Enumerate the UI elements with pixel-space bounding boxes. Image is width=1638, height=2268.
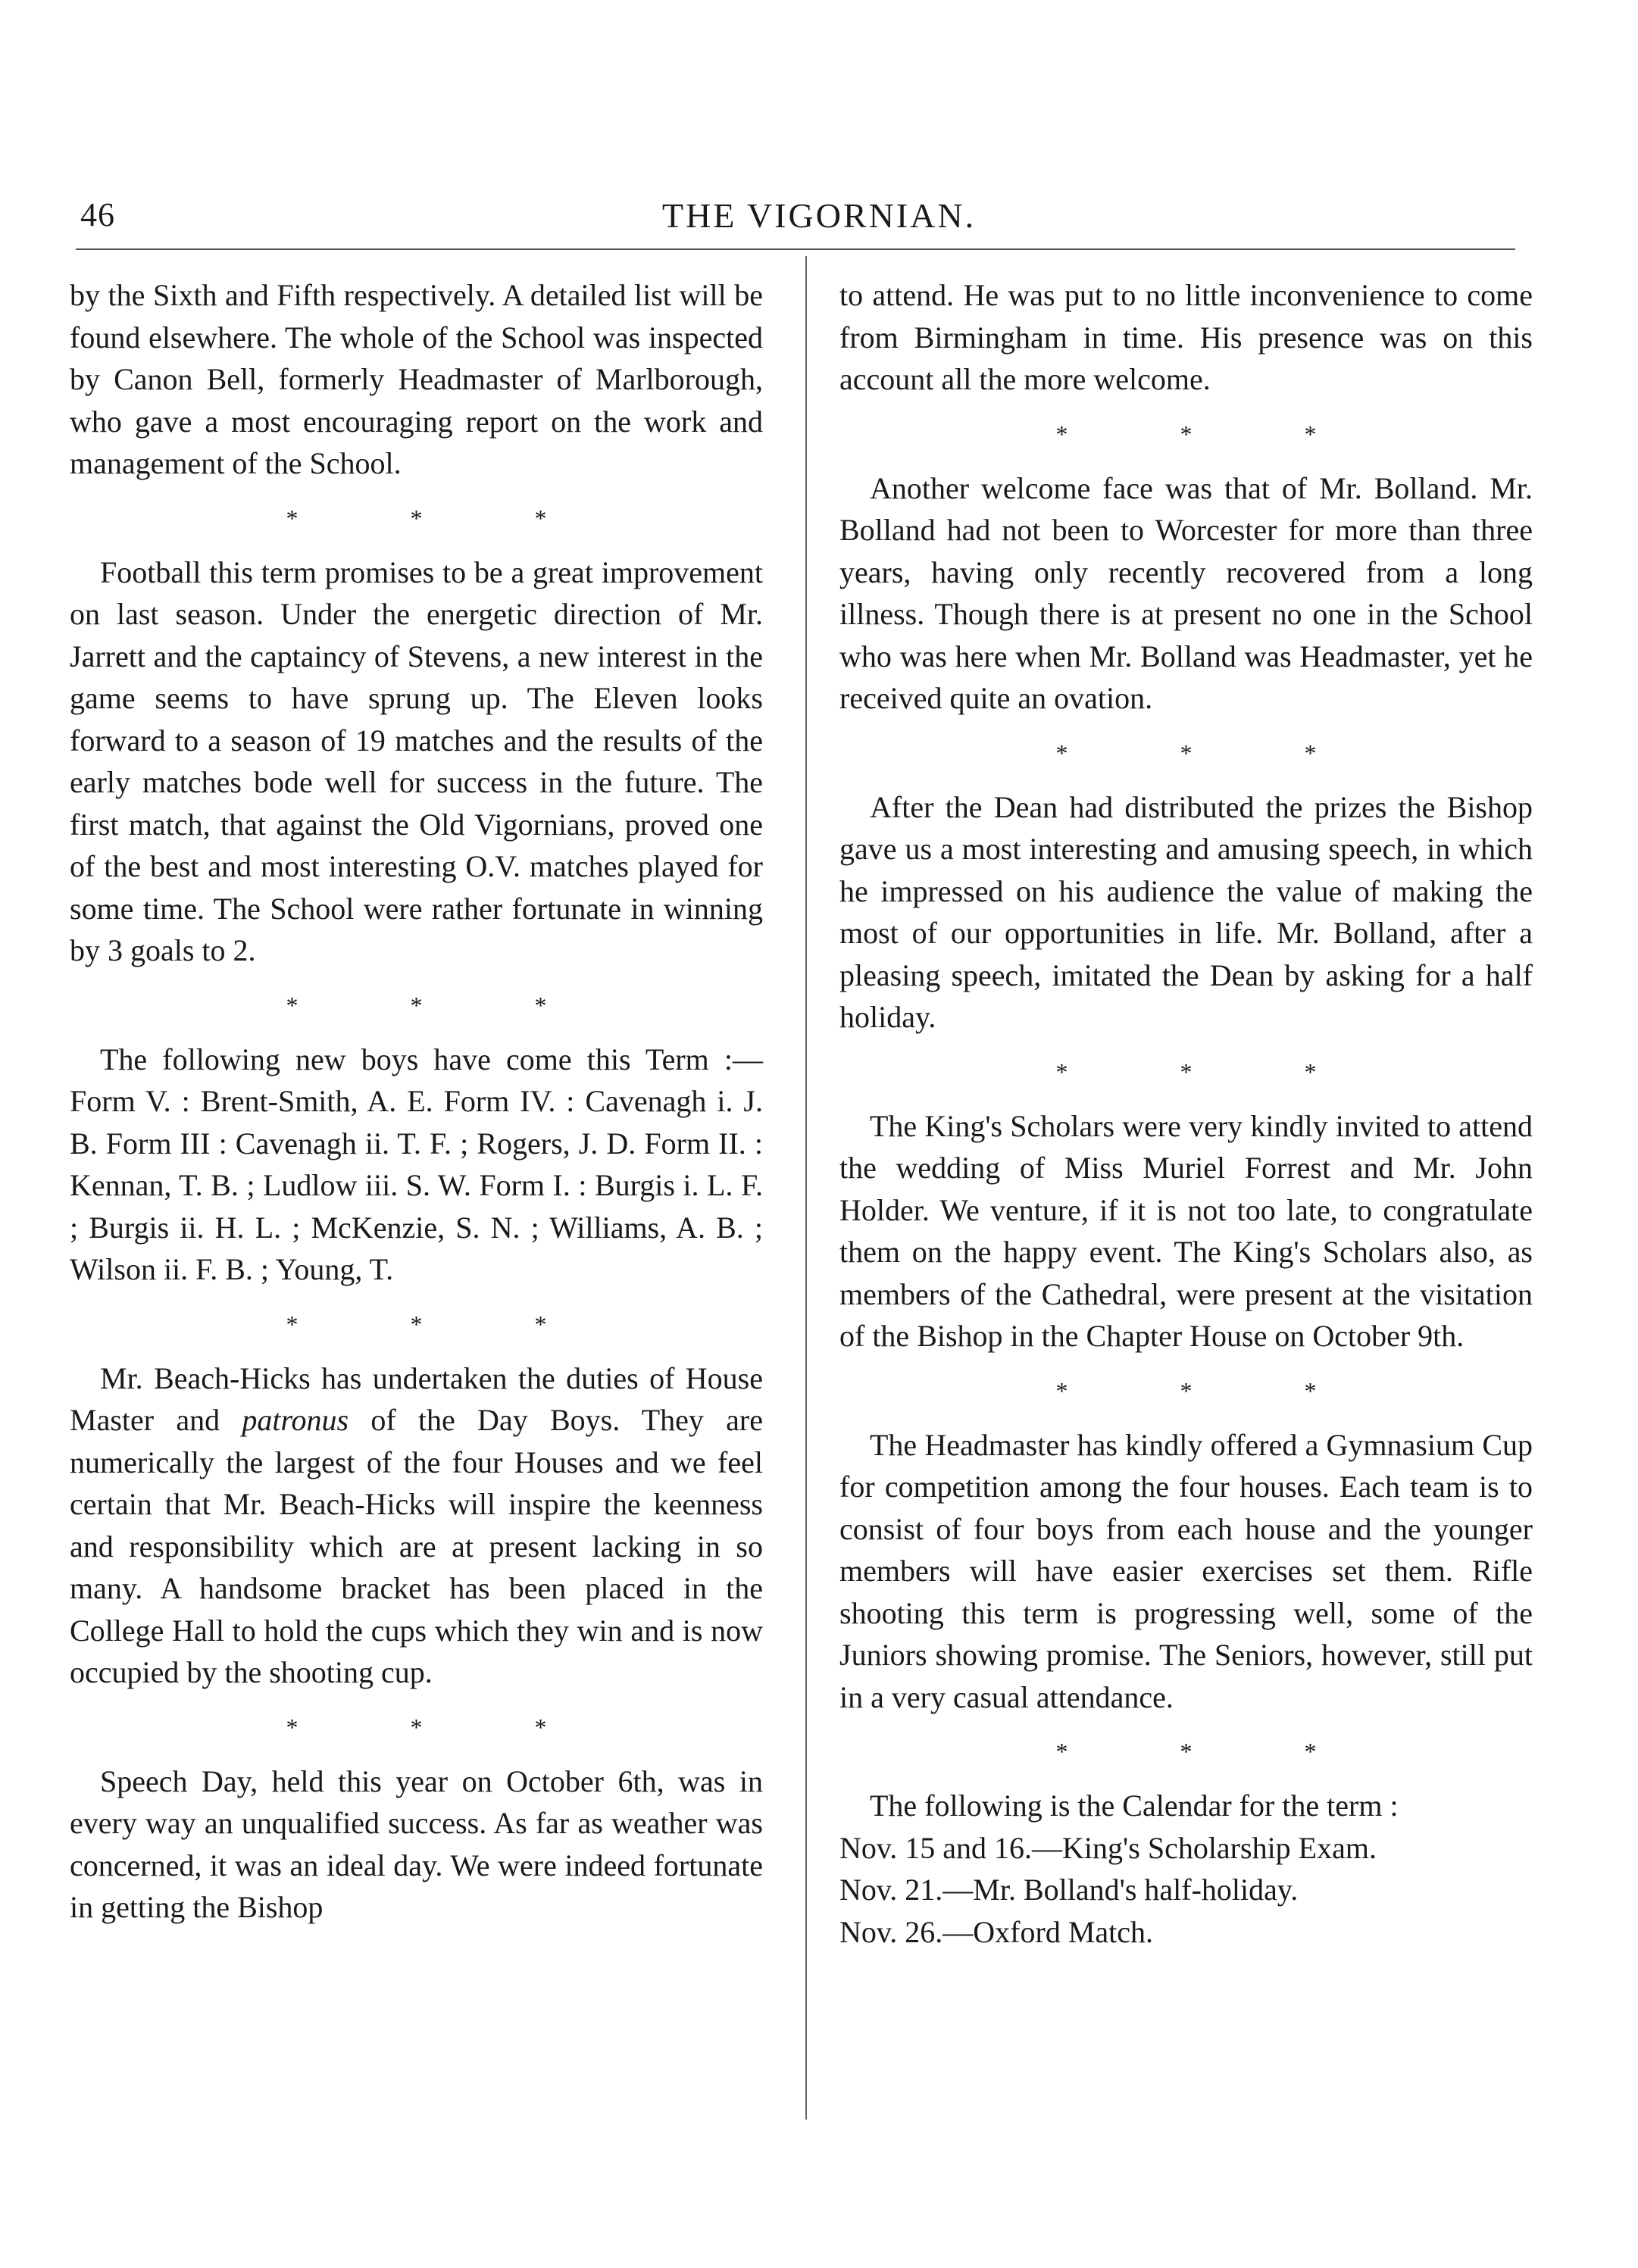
right-column: [839, 274, 1533, 1953]
house-master-text-b: of the Day Boys. They are numerically the largest of the four Houses and we feel certain that Mr. Beach-Hicks will inspire the keenness and responsibility which are at present lacking in so many. A handsome bracket has been placed in the College Hall to hold the cups which they win and is now occupied by the shooting cup.: [70, 1403, 763, 1689]
paragraph-football: Football this term promises to be a great improvement on last season. Under the energetic direction of Mr. Jarrett and the captaincy of Stevens, a new interest in the game seems to have sprung up. The Eleven looks forward to a season of 19 matches and the results of the early matches bode well for success in the future. The first match, that against the Old Vigornians, proved one of the best and most interesting O.V. matches played for some time. The School were rather fortunate in winning by 3 goals to 2.: [70, 555, 763, 967]
paragraph-inspection: by the Sixth and Fifth respectively. A detailed list will be found elsewhere. The whole of the School was inspected by Canon Bell, formerly Headmaster of Marlborough, who gave a most encouraging report on the work and management of the School.: [70, 278, 763, 480]
section-separator: * * *: [1055, 739, 1370, 767]
calendar-item: Nov. 21.—Mr. Bolland's half-holiday.: [839, 1873, 1299, 1907]
running-head-title: THE VIGORNIAN.: [661, 196, 977, 235]
header-rule: [76, 248, 1515, 250]
patronus-italic: patronus: [242, 1403, 349, 1437]
section-separator: * * *: [286, 1310, 600, 1338]
paragraph-kings-scholars: The King's Scholars were very kindly invited to attend the wedding of Miss Muriel Forrest and Mr. John Holder. We venture, if it is not too late, to congratulate them on the happy event. The King's Scholars also, as members of the Cathedral, were present at the visitation of the Bishop in the Chapter House on October 9th.: [839, 1108, 1533, 1353]
paragraph-speech-day: Speech Day, held this year on October 6th, was in every way an unqualified success. As far as weather was concerned, it was an ideal day. We were indeed fortunate in getting the Bishop: [70, 1763, 763, 1924]
column-divider: [805, 256, 807, 2120]
calendar-item: Nov. 26.—Oxford Match.: [839, 1914, 1154, 1949]
paragraph-calendar-intro: The following is the Calendar for the term :: [870, 1788, 1399, 1823]
left-column: [70, 274, 763, 1929]
section-separator: * * *: [1055, 1376, 1370, 1404]
house-master-text-a: Mr. Beach-Hicks has undertaken the duties of House Master and: [70, 1360, 763, 1437]
section-separator: * * *: [286, 1713, 600, 1741]
section-separator: * * *: [286, 991, 600, 1019]
calendar-item: Nov. 15 and 16.—King's Scholarship Exam.: [839, 1830, 1377, 1865]
page-number: 46: [80, 196, 115, 233]
paragraph-mr-bolland: Another welcome face was that of Mr. Bolland. Mr. Bolland had not been to Worcester for more than three years, having only recently recovered from a long illness. Though there is at present no one in the School who was here when Mr. Bolland was Headmaster, yet he received quite an ovation.: [839, 470, 1533, 715]
paragraph-gymnasium-cup: The Headmaster has kindly offered a Gymnasium Cup for competition among the four houses. Each team is to consist of four boys from each house and the younger members will have easier exercises set them. Rifle shooting this term is progressing well, some of the Juniors showing promise. The Seniors, however, still put in a very casual attendance.: [839, 1427, 1533, 1714]
paragraph-bishop-attend: to attend. He was put to no little inconvenience to come from Birmingham in time. His presence was on this account all the more welcome.: [839, 278, 1533, 396]
paragraph-new-boys: The following new boys have come this Term :—Form V. : Brent-Smith, A. E. Form IV. : Cavenagh i. J. B. Form III : Cavenagh ii. T. F. ; Rogers, J. D. Form II. : Kennan, T. B. ; Ludlow iii. S. W. Form I. : Burgis i. L. F. ; Burgis ii. H. L. ; McKenzie, S. N. ; Williams, A. B. ; Wilson ii. F. B. ; Young, T.: [70, 1042, 763, 1286]
paragraph-prizes: After the Dean had distributed the prizes the Bishop gave us a most interesting and amusing speech, in which he impressed on his audience the value of making the most of our opportunities in life. Mr. Bolland, after a pleasing speech, imitated the Dean by asking for a half holiday.: [839, 789, 1533, 1034]
section-separator: * * *: [1055, 1738, 1370, 1765]
section-separator: * * *: [1055, 420, 1370, 448]
section-separator: * * *: [1055, 1057, 1370, 1086]
paragraph-house-master: [70, 1357, 763, 1694]
section-separator: * * *: [286, 504, 600, 532]
